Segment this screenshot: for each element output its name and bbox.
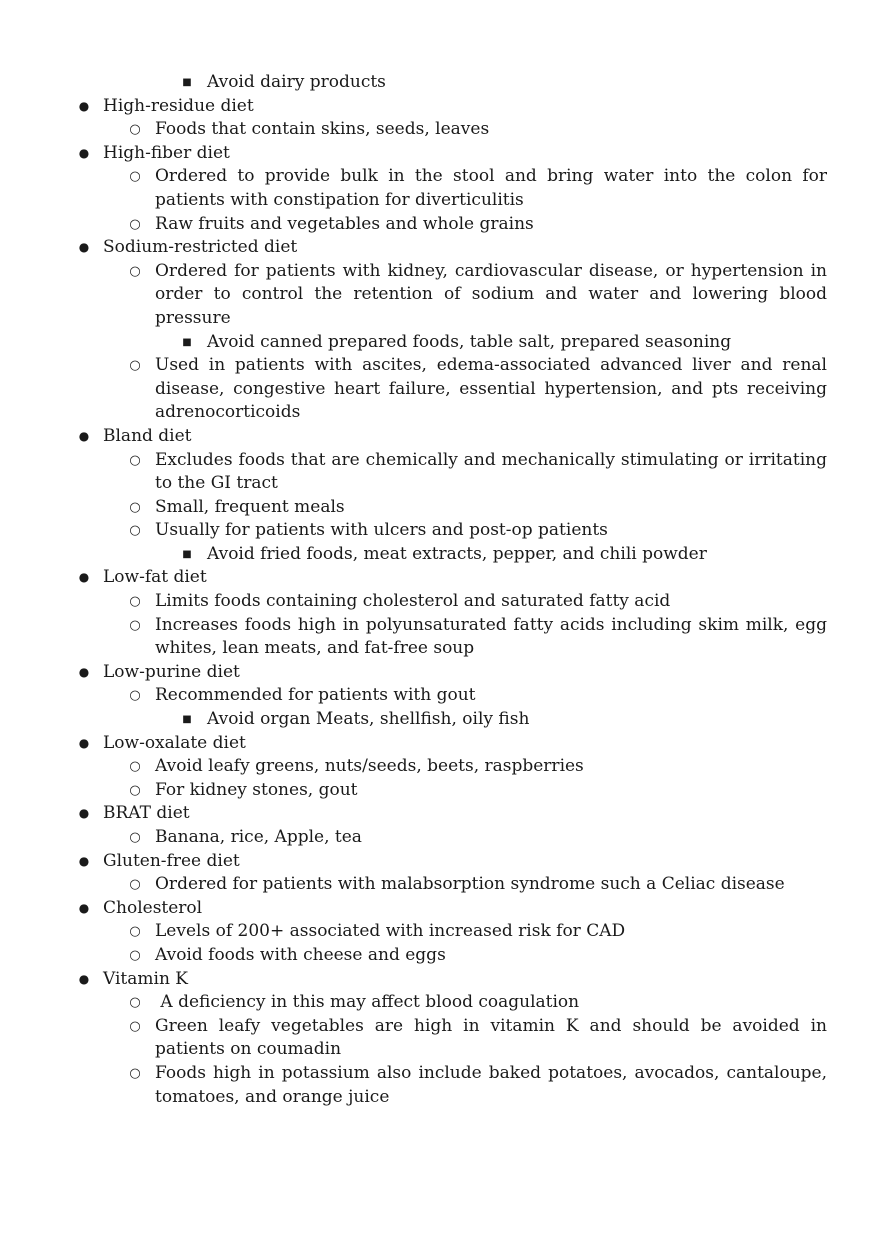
- circle-bullet-icon: ○: [129, 759, 141, 775]
- list-item: [0, 354, 880, 425]
- list-item-text: A deficiency in this may affect blood coagulation: [155, 992, 580, 1013]
- list-item: [0, 1015, 880, 1062]
- list-item-text: Green leafy vegetables are high in vitamin K and should be avoided in patients on coumadin: [155, 1015, 827, 1060]
- disc-bullet-icon: ●: [78, 971, 90, 986]
- list-item: [0, 71, 880, 95]
- disc-bullet-icon: ●: [78, 428, 90, 443]
- list-item-text: Foods high in potassium also include baked potatoes, avocados, cantaloupe, tomatoes, and orange juice: [155, 1062, 827, 1107]
- circle-bullet-icon: ○: [129, 924, 141, 940]
- disc-bullet-icon: ●: [78, 806, 90, 821]
- list-item-text: Avoid leafy greens, nuts/seeds, beets, raspberries: [155, 756, 584, 777]
- circle-bullet-icon: ○: [129, 1018, 141, 1034]
- circle-bullet-icon: ○: [129, 617, 141, 633]
- section-heading: Sodium-restricted diet: [103, 237, 298, 258]
- list-item-text: Avoid organ Meats, shellfish, oily fish: [207, 709, 530, 730]
- document-page: [0, 71, 880, 1109]
- circle-bullet-icon: ○: [129, 995, 141, 1011]
- circle-bullet-icon: ○: [129, 216, 141, 232]
- list-item-text: For kidney stones, gout: [155, 779, 358, 800]
- list-item-text: Avoid foods with cheese and eggs: [155, 944, 446, 965]
- circle-bullet-icon: ○: [129, 523, 141, 539]
- section-heading: Bland diet: [103, 425, 192, 446]
- square-bullet-icon: ■: [182, 77, 192, 88]
- section-heading: Low-fat diet: [103, 567, 207, 588]
- circle-bullet-icon: ○: [129, 499, 141, 515]
- list-item: [0, 519, 880, 543]
- section-heading: BRAT diet: [103, 803, 190, 824]
- disc-bullet-icon: ●: [78, 240, 90, 255]
- list-item: [0, 165, 880, 212]
- list-item: [0, 142, 880, 166]
- list-item: [0, 449, 880, 496]
- circle-bullet-icon: ○: [129, 358, 141, 374]
- circle-bullet-icon: ○: [129, 782, 141, 798]
- list-item: [0, 755, 880, 779]
- circle-bullet-icon: ○: [129, 688, 141, 704]
- list-item-text: Foods that contain skins, seeds, leaves: [155, 119, 490, 140]
- list-item-text: Increases foods high in polyunsaturated fatty acids including skim milk, egg whites, lean meats, and fat-free soup: [155, 614, 827, 659]
- disc-bullet-icon: ●: [78, 900, 90, 915]
- list-item-text: Raw fruits and vegetables and whole grains: [155, 213, 534, 234]
- circle-bullet-icon: ○: [129, 877, 141, 893]
- circle-bullet-icon: ○: [129, 122, 141, 138]
- list-item: [0, 331, 880, 355]
- list-item: [0, 779, 880, 803]
- list-item: [0, 850, 880, 874]
- disc-bullet-icon: ●: [78, 145, 90, 160]
- list-item: [0, 873, 880, 897]
- list-item: [0, 425, 880, 449]
- list-item-text: Avoid fried foods, meat extracts, pepper, and chili powder: [207, 543, 707, 564]
- list-item-text: Limits foods containing cholesterol and saturated fatty acid: [155, 591, 671, 612]
- list-item-text: Excludes foods that are chemically and mechanically stimulating or irritating to the GI tract: [155, 449, 827, 494]
- list-item: [0, 826, 880, 850]
- list-item: [0, 802, 880, 826]
- circle-bullet-icon: ○: [129, 830, 141, 845]
- disc-bullet-icon: ●: [78, 853, 90, 868]
- list-item: [0, 236, 880, 260]
- disc-bullet-icon: ●: [78, 98, 90, 113]
- square-bullet-icon: ■: [182, 336, 192, 348]
- list-item: [0, 566, 880, 590]
- list-item: [0, 260, 880, 331]
- list-item: [0, 118, 880, 142]
- list-item: [0, 684, 880, 708]
- list-item: [0, 95, 880, 119]
- list-item-text: Ordered for patients with kidney, cardiovascular disease, or hypertension in order to control the retention of sodium and water and lowering blood pressure: [155, 260, 827, 328]
- list-item-text: Avoid canned prepared foods, table salt, prepared seasoning: [207, 331, 732, 352]
- square-bullet-icon: ■: [182, 714, 192, 726]
- list-item: [0, 708, 880, 732]
- circle-bullet-icon: ○: [129, 263, 141, 279]
- list-item-text: Small, frequent meals: [155, 496, 345, 517]
- list-item: [0, 496, 880, 520]
- list-item-text: Recommended for patients with gout: [155, 685, 476, 706]
- list-item: [0, 944, 880, 968]
- circle-bullet-icon: ○: [129, 594, 141, 610]
- section-heading: Low-oxalate diet: [103, 732, 246, 753]
- list-item: [0, 213, 880, 237]
- list-item: [0, 1062, 880, 1109]
- section-heading: Low-purine diet: [103, 661, 240, 682]
- list-item: [0, 543, 880, 567]
- list-item: [0, 590, 880, 614]
- circle-bullet-icon: ○: [129, 452, 141, 468]
- list-item: [0, 968, 880, 992]
- circle-bullet-icon: ○: [129, 1065, 141, 1081]
- list-item-text: Levels of 200+ associated with increased risk for CAD: [155, 921, 626, 942]
- list-item-text: Banana, rice, Apple, tea: [155, 827, 362, 847]
- section-heading: High-residue diet: [103, 95, 254, 116]
- disc-bullet-icon: ●: [78, 664, 90, 679]
- list-item-text: Avoid dairy products: [207, 72, 386, 92]
- square-bullet-icon: ■: [182, 548, 192, 560]
- list-item: [0, 920, 880, 944]
- list-item-text: Ordered for patients with malabsorption syndrome such a Celiac disease: [155, 874, 785, 895]
- list-item: [0, 991, 880, 1015]
- section-heading: High-fiber diet: [103, 142, 230, 163]
- circle-bullet-icon: ○: [129, 169, 141, 185]
- list-item: [0, 732, 880, 756]
- list-item-text: Usually for patients with ulcers and post-op patients: [155, 520, 608, 541]
- list-item: [0, 661, 880, 685]
- list-item-text: Used in patients with ascites, edema-associated advanced liver and renal disease, congestive heart failure, essential hypertension, and pts receiving adrenocorticoids: [155, 355, 827, 423]
- list-item: [0, 614, 880, 661]
- section-heading: Vitamin K: [103, 968, 188, 989]
- disc-bullet-icon: ●: [78, 735, 90, 750]
- section-heading: Gluten-free diet: [103, 850, 240, 871]
- list-item: [0, 897, 880, 921]
- disc-bullet-icon: ●: [78, 570, 90, 585]
- list-item-text: Ordered to provide bulk in the stool and bring water into the colon for patients with constipation for diverticulitis: [155, 166, 827, 210]
- section-heading: Cholesterol: [103, 897, 203, 918]
- circle-bullet-icon: ○: [129, 947, 141, 963]
